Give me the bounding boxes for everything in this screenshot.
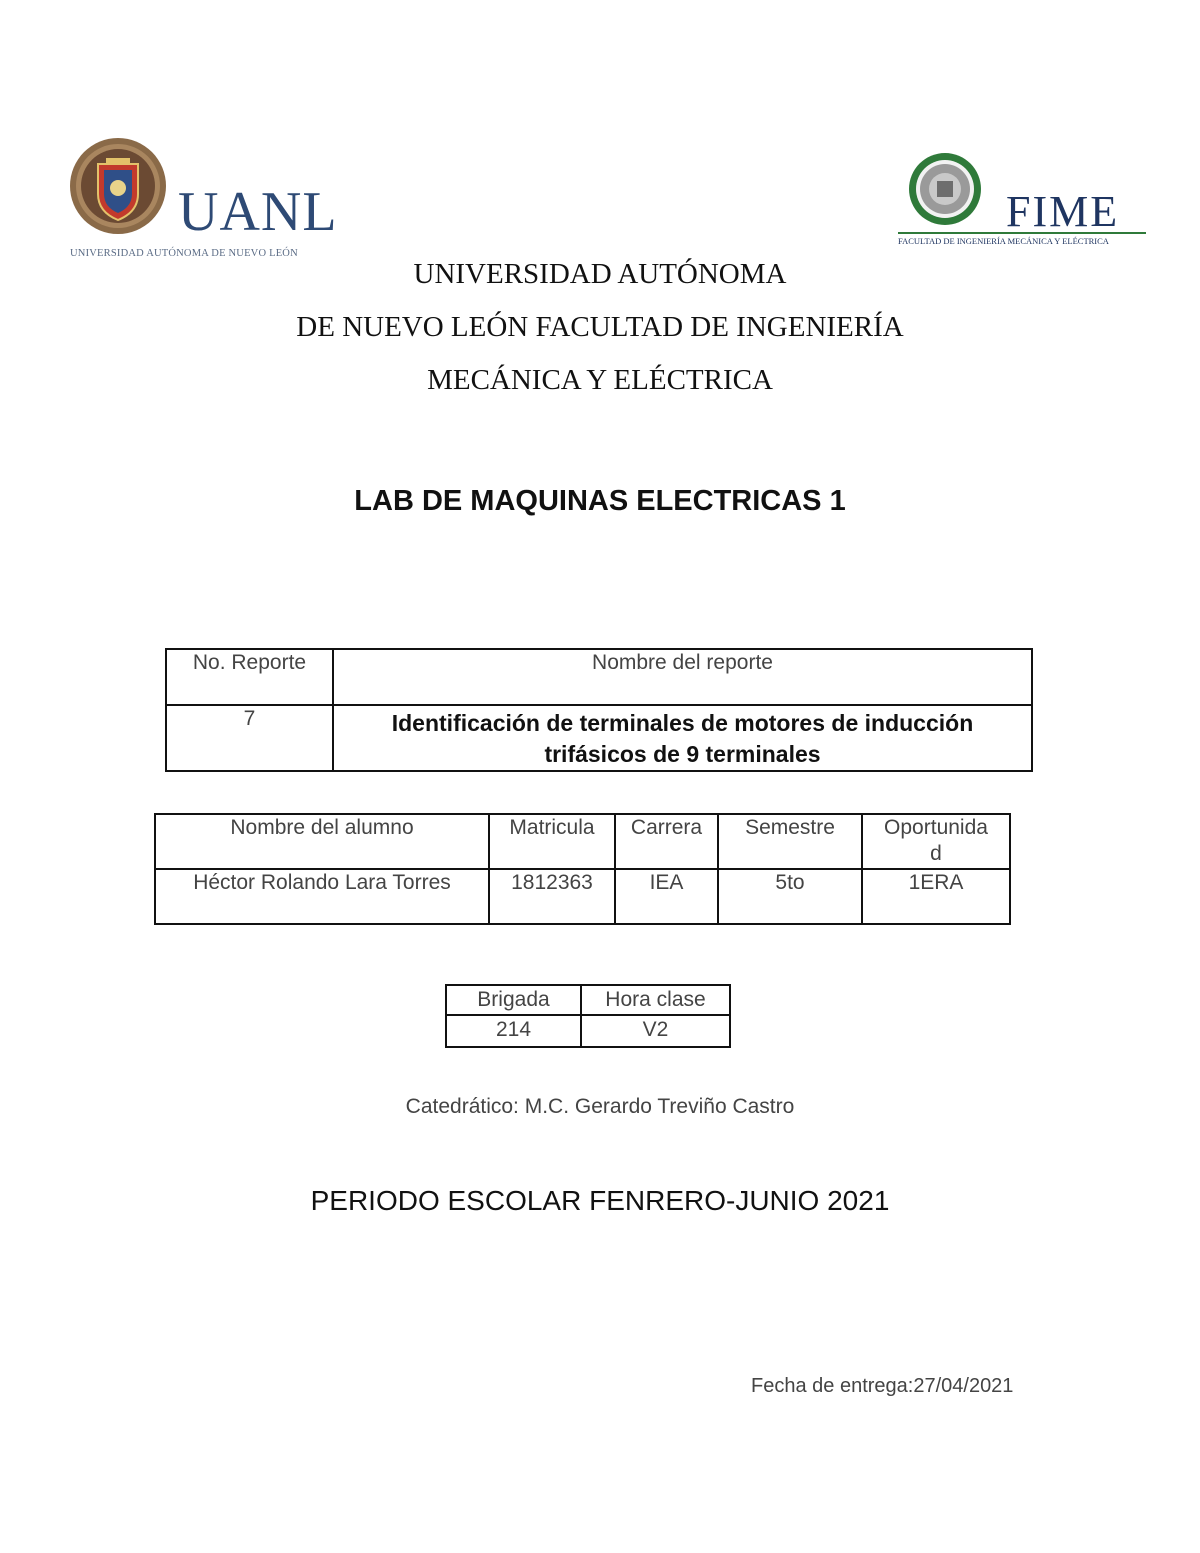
carrera-header: Carrera bbox=[615, 814, 718, 869]
university-heading-line-3: MECÁNICA Y ELÉCTRICA bbox=[427, 364, 773, 396]
oportunidad-header-line-1: Oportunida bbox=[884, 816, 988, 839]
hora-clase-value: V2 bbox=[581, 1015, 730, 1047]
matricula-value: 1812363 bbox=[489, 869, 615, 924]
uanl-logo bbox=[68, 136, 340, 264]
report-name-header: Nombre del reporte bbox=[333, 649, 1032, 705]
fecha-entrega: Fecha de entrega:27/04/2021 bbox=[751, 1375, 1014, 1397]
oportunidad-value: 1ERA bbox=[862, 869, 1010, 924]
report-no-value: 7 bbox=[166, 705, 333, 771]
student-table bbox=[154, 813, 1011, 925]
carrera-value: IEA bbox=[615, 869, 718, 924]
fime-logo-word: FIME bbox=[1006, 187, 1120, 236]
fime-seal-icon bbox=[908, 152, 982, 226]
brigade-table bbox=[445, 984, 731, 1048]
university-heading-line-1: UNIVERSIDAD AUTÓNOMA bbox=[413, 258, 787, 290]
semestre-header: Semestre bbox=[718, 814, 862, 869]
lab-title: LAB DE MAQUINAS ELECTRICAS 1 bbox=[354, 485, 846, 517]
fime-logo-subtitle: FACULTAD DE INGENIERÍA MECÁNICA Y ELÉCTRICA bbox=[898, 236, 1109, 246]
uanl-crest-icon bbox=[68, 136, 168, 236]
report-table bbox=[165, 648, 1033, 772]
semestre-value: 5to bbox=[718, 869, 862, 924]
matricula-header: Matricula bbox=[489, 814, 615, 869]
report-no-header: No. Reporte bbox=[166, 649, 333, 705]
brigada-value: 214 bbox=[446, 1015, 581, 1047]
hora-clase-header: Hora clase bbox=[581, 985, 730, 1015]
catedratico: Catedrático: M.C. Gerardo Treviño Castro bbox=[405, 1095, 795, 1118]
brigada-header: Brigada bbox=[446, 985, 581, 1015]
report-name-line-2: trifásicos de 9 terminales bbox=[544, 741, 821, 767]
report-name-line-1: Identificación de terminales de motores de inducción bbox=[391, 710, 974, 736]
university-heading-line-2: DE NUEVO LEÓN FACULTAD DE INGENIERÍA bbox=[296, 311, 904, 343]
periodo-escolar: PERIODO ESCOLAR FENRERO-JUNIO 2021 bbox=[310, 1185, 890, 1216]
oportunidad-header-line-2: d bbox=[930, 842, 942, 865]
fime-logo bbox=[896, 150, 1148, 250]
student-name-header: Nombre del alumno bbox=[155, 814, 489, 869]
report-name-value bbox=[333, 705, 1032, 771]
student-name-value: Héctor Rolando Lara Torres bbox=[155, 869, 489, 924]
uanl-logo-subtitle: UNIVERSIDAD AUTÓNOMA DE NUEVO LEÓN bbox=[70, 248, 298, 259]
oportunidad-header bbox=[862, 814, 1010, 869]
uanl-logo-word: UANL bbox=[178, 181, 338, 243]
